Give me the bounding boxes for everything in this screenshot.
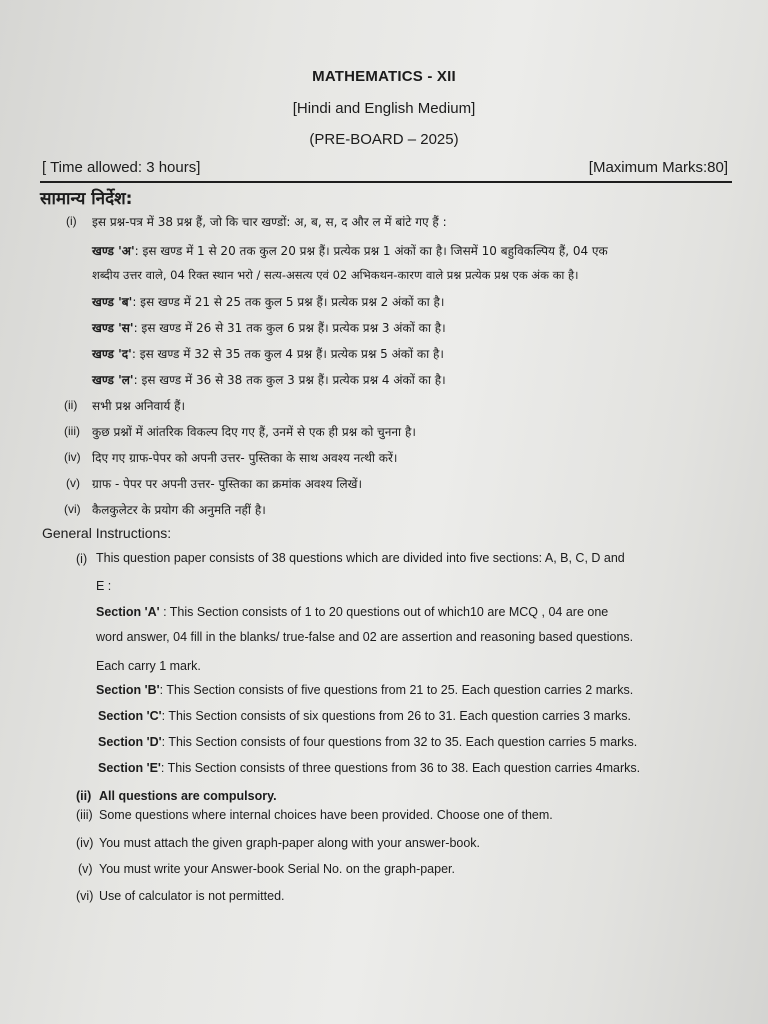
section-label: खण्ड 'ल' [92, 373, 134, 387]
instruction-num: (v) [78, 862, 93, 876]
instruction-text: Some questions where internal choices have been provided. Choose one of them. [99, 808, 553, 822]
hindi-item-text: कुछ प्रश्नों में आंतरिक विकल्प दिए गए हैं, उनमें से एक ही प्रश्न को चुनना है। [92, 425, 416, 439]
hindi-item-num: (iii) [64, 424, 80, 438]
section-text: : इस खण्ड में 32 से 35 तक कुल 4 प्रश्न हैं। प्रत्येक प्रश्न 5 अंकों का है। [131, 347, 444, 361]
section-label: खण्ड 'ब' [92, 295, 133, 309]
maximum-marks: [Maximum Marks:80] [588, 159, 728, 176]
section-label: खण्ड 'द' [92, 347, 132, 361]
section-a-line-cont2: Each carry 1 mark. [96, 659, 201, 673]
hindi-item-num: (iv) [64, 450, 81, 464]
instruction-text: This question paper consists of 38 questions which are divided into five sections: A, B, C, D and [96, 551, 625, 565]
medium-line: [Hindi and English Medium] [292, 100, 476, 117]
instruction-text-cont: E : [96, 579, 112, 593]
section-a-line-cont: word answer, 04 fill in the blanks/ true-false and 02 are assertion and reasoning based questions. [96, 630, 634, 644]
section-label: खण्ड 'अ' [92, 244, 135, 258]
section-a-line [96, 605, 608, 619]
hindi-section-d [92, 345, 444, 362]
general-instructions-title: General Instructions: [42, 525, 172, 541]
hindi-item-text: सभी प्रश्न अनिवार्य हैं। [92, 399, 186, 413]
section-label: Section 'B' [96, 683, 160, 697]
section-text: : This Section consists of three questions from 36 to 38. Each question carries 4marks. [160, 761, 641, 775]
hindi-item-num: (i) [66, 214, 77, 228]
section-e-line [98, 761, 640, 775]
section-label: Section 'D' [98, 735, 162, 749]
instruction-text: All questions are compulsory. [99, 789, 277, 803]
instruction-text: Use of calculator is not permitted. [99, 889, 285, 903]
instruction-num: (i) [76, 552, 88, 566]
header-rule [40, 181, 732, 183]
hindi-item-num: (v) [66, 476, 80, 490]
instruction-num: (vi) [76, 889, 94, 903]
hindi-item-text: इस प्रश्न-पत्र में 38 प्रश्न हैं, जो कि चार खण्डों: अ, ब, स, द और ल में बांटे गए हैं : [92, 215, 447, 229]
instruction-num: (ii) [76, 789, 92, 803]
exam-line: (PRE-BOARD – 2025) [309, 131, 459, 148]
section-text: : इस खण्ड में 1 से 20 तक कुल 20 प्रश्न हैं। प्रत्येक प्रश्न 1 अंकों का है। जिसमें 10 बहुविकल्पिय हैं, 04 एक [134, 244, 608, 258]
hindi-section-l [92, 371, 446, 388]
section-c-line [98, 709, 631, 723]
section-d-line [98, 735, 637, 749]
hindi-item-num: (ii) [64, 398, 78, 412]
hindi-item-text: कैलकुलेटर के प्रयोग की अनुमति नहीं है। [92, 503, 266, 517]
subject-title: MATHEMATICS - XII [312, 68, 456, 85]
instruction-text: You must write your Answer-book Serial No. on the graph-paper. [99, 862, 455, 876]
section-text: : This Section consists of five questions from 21 to 25. Each question carries 2 marks. [159, 683, 634, 697]
hindi-item-num: (vi) [64, 502, 81, 516]
hindi-section-b [92, 293, 444, 310]
hindi-section-a [92, 242, 608, 259]
instruction-num: (iv) [76, 836, 94, 850]
hindi-instructions-title: सामान्य निर्देश: [40, 189, 133, 209]
section-text: : This Section consists of six questions from 26 to 31. Each question carries 3 marks. [161, 709, 632, 723]
section-text: : This Section consists of 1 to 20 questions out of which10 are MCQ , 04 are one [159, 605, 609, 619]
time-allowed: [ Time allowed: 3 hours] [42, 159, 201, 176]
section-label: Section 'C' [98, 709, 162, 723]
section-text: : इस खण्ड में 21 से 25 तक कुल 5 प्रश्न हैं। प्रत्येक प्रश्न 2 अंकों का है। [132, 295, 445, 309]
meta-row [42, 159, 728, 176]
instruction-text: You must attach the given graph-paper along with your answer-book. [99, 836, 481, 850]
section-label: Section 'A' [96, 605, 160, 619]
instruction-num: (iii) [76, 808, 93, 822]
hindi-item-text: ग्राफ - पेपर पर अपनी उत्तर- पुस्तिका का क्रमांक अवश्य लिखें। [92, 477, 363, 491]
section-label: खण्ड 'स' [92, 321, 134, 335]
section-b-line [96, 683, 633, 697]
section-text: : इस खण्ड में 36 से 38 तक कुल 3 प्रश्न हैं। प्रत्येक प्रश्न 4 अंकों का है। [133, 373, 446, 387]
section-text: : इस खण्ड में 26 से 31 तक कुल 6 प्रश्न हैं। प्रत्येक प्रश्न 3 अंकों का है। [133, 321, 446, 335]
section-label: Section 'E' [98, 761, 161, 775]
section-text: : This Section consists of four questions from 32 to 35. Each question carries 5 marks. [161, 735, 638, 749]
hindi-section-a-cont: शब्दीय उत्तर वाले, 04 रिक्त स्थान भरो / सत्य-असत्य एवं 02 अभिकथन-कारण वाले प्रश्न प्रत्येक प्रश्न एक अंक का है। [92, 268, 579, 282]
hindi-section-s [92, 319, 446, 336]
hindi-item-text: दिए गए ग्राफ-पेपर को अपनी उत्तर- पुस्तिका के साथ अवश्य नत्थी करें। [92, 451, 398, 465]
